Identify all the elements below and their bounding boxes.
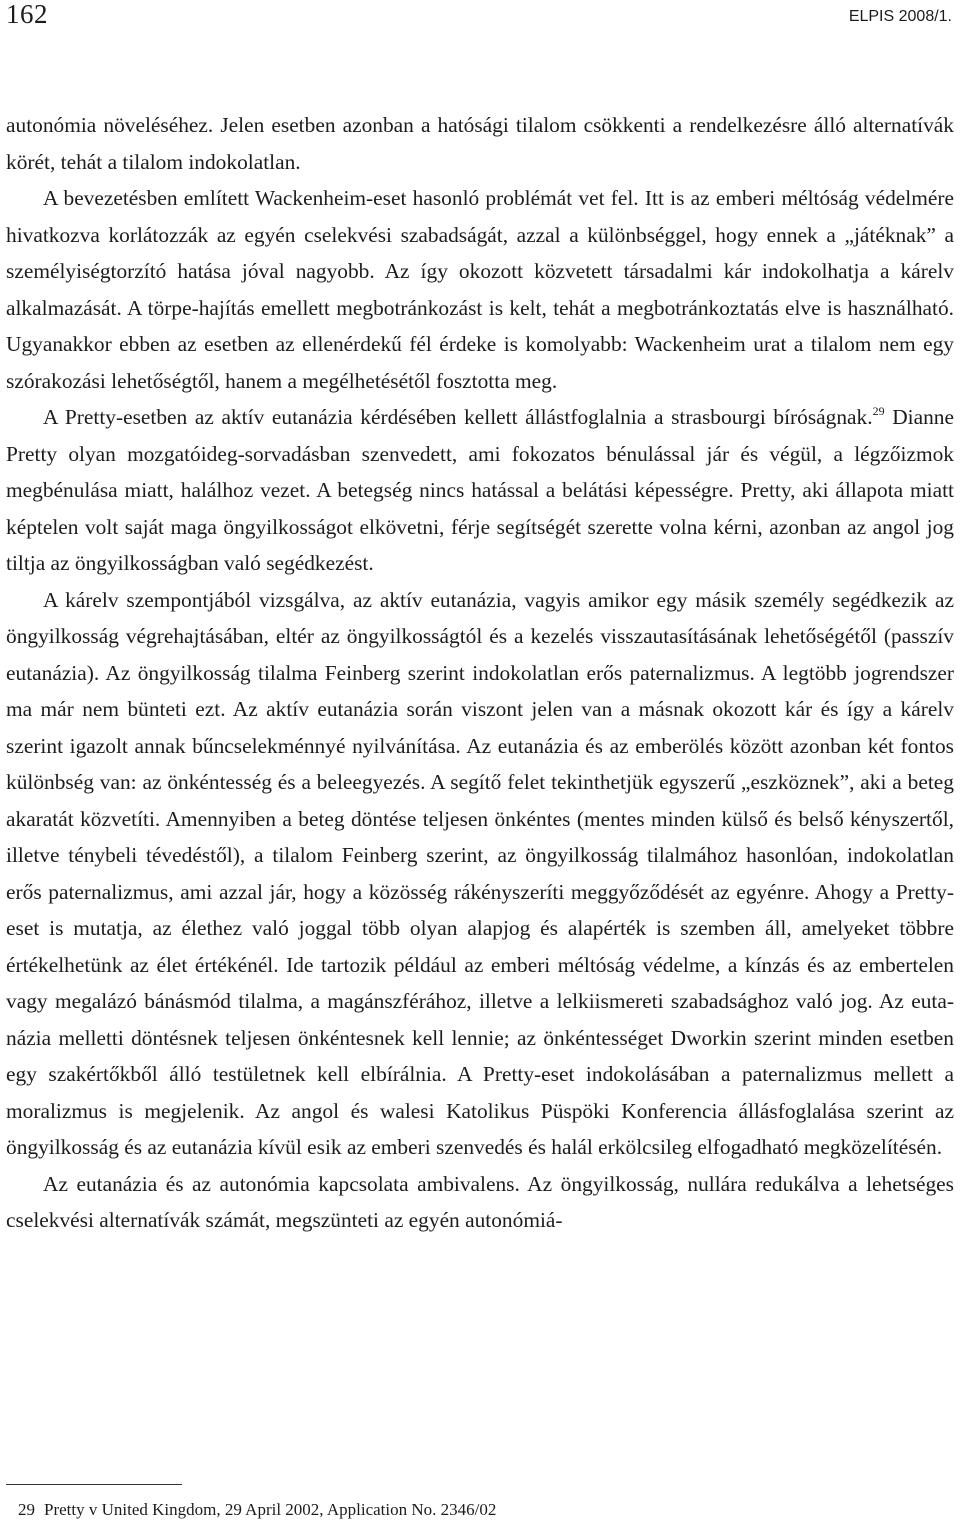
paragraph-3-text-before: A Pretty-esetben az aktív eutanázia kérdésében kellett állástfoglalnia a strasbourgi bíróságnak. — [43, 405, 873, 429]
footnote-reference[interactable]: 29 — [872, 404, 885, 418]
footnote-text: Pretty v United Kingdom, 29 April 2002, Application No. 2346/02 — [44, 1500, 497, 1519]
footnote-number: 29 — [18, 1500, 35, 1519]
page-number: 162 — [6, 0, 48, 29]
body-text — [6, 107, 954, 1239]
page-header — [4, 0, 956, 36]
paragraph-4: A kárelv szempontjából vizsgálva, az aktív eutanázia, vagyis amikor egy másik személy segédkezik az öngyilkosság végrehajtásában, eltér az öngyilkosságtól és a kezelés visszautasításának lehetőségétől (passzív eutanázia). Az öngyilkosság tilalma Feinberg szerint indokolatlan erős paternalizmus. A legtöbb jogrendszer ma már nem bünteti ezt. Az aktív eutanázia során viszont jelen van a másnak okozott kár és így a kárelv szerint igazolt annak bűncselekménnyé nyilvánítása. Az eutanázia és az emberölés között azonban két fontos különbség van: az önkéntesség és a beleegyezés. A segítő felet tekinthetjük egyszerű „eszköznek”, aki a beteg akaratát közvetíti. Amennyiben a beteg döntése teljesen önkéntes (mentes minden külső és belső kényszertől, illetve ténybeli tévedéstől), a tilalom Feinberg szerint, az öngyilkosság tilalmához hasonlóan, indokolatlan erős paternalizmus, ami azzal jár, hogy a közösség rákényszeríti meggyőződését az egyénre. Ahogy a Pretty-eset is mutatja, az élethez való joggal több olyan alapjog és alapérték is szemben áll, amelyeket többre értékelhetünk az élet értékénél. Ide tartozik például az emberi méltóság védelme, a kínzás és az embertelen vagy megalázó bánásmód tilalma, a magánszférához, illetve a lelkiismereti szabadsághoz való jog. Az eutanázia melletti döntésnek teljesen önkéntesnek kell lennie; az önkéntességet Dworkin szerint minden esetben egy szakértőkből álló testületnek kell elbírálnia. A Pretty-eset indokolásában a paternalizmus mellett a moralizmus is megjelenik. Az angol és walesi Katolikus Püspöki Konferencia állásfoglalása szerint az öngyilkosság és az eutanázia kívül esik az emberi szenvedés és halál erkölcsileg elfogadható megközelítésén. — [6, 587, 954, 1159]
paragraph-1: autonómia növeléséhez. Jelen esetben azonban a hatósági tilalom csökkenti a rendelkezésre álló alternatívák körét, tehát a tilalom indokolatlan. — [6, 113, 954, 174]
paragraph-5: Az eutanázia és az autonómia kapcsolata ambivalens. Az öngyilkosság, nullára redukálva a lehetséges cselekvési alternatívák számát, megszünteti az egyén autonómiá- — [6, 1171, 954, 1232]
paragraph-2: A bevezetésben említett Wackenheim-eset hasonló problémát vet fel. Itt is az emberi méltóság védelmére hivatkozva korlátozzák az egyén cselekvési szabadságát, azzal a különbséggel, hogy ennek a „játéknak” a személyiségtorzító hatása jóval nagyobb. Az így okozott közvetett társadalmi kár indokolhatja a kárelv alkalmazását. A törpe-hajítás emellett megbotránkozást is kelt, tehát a megbotránkoztatás elve is használható. Ugyanakkor ebben az esetben az ellenérdekű fél érdeke is komolyabb: Wackenheim urat a tilalom nem egy szórakozási lehetőségtől, hanem a megélhetésétől fosztotta meg. — [6, 186, 954, 393]
journal-reference: ELPIS 2008/1. — [848, 8, 952, 25]
paragraph-3 — [6, 399, 954, 582]
footnote — [6, 1499, 496, 1521]
footnote-divider — [6, 1484, 182, 1485]
paragraph-3-text-after: Dianne Pretty olyan mozgatóideg-sorvadásban szenvedett, ami fokozatos bénulással jár és végül, a légzőizmok megbénulása miatt, halálhoz vezet. A betegség nincs hatással a belátási képességre. Pretty, aki állapota miatt képtelen volt saját maga öngyilkosságot elkövetni, férje segítségét szerette volna kérni, azonban az angol jog tiltja az öngyilkosságban való segédkezést. — [6, 405, 954, 575]
